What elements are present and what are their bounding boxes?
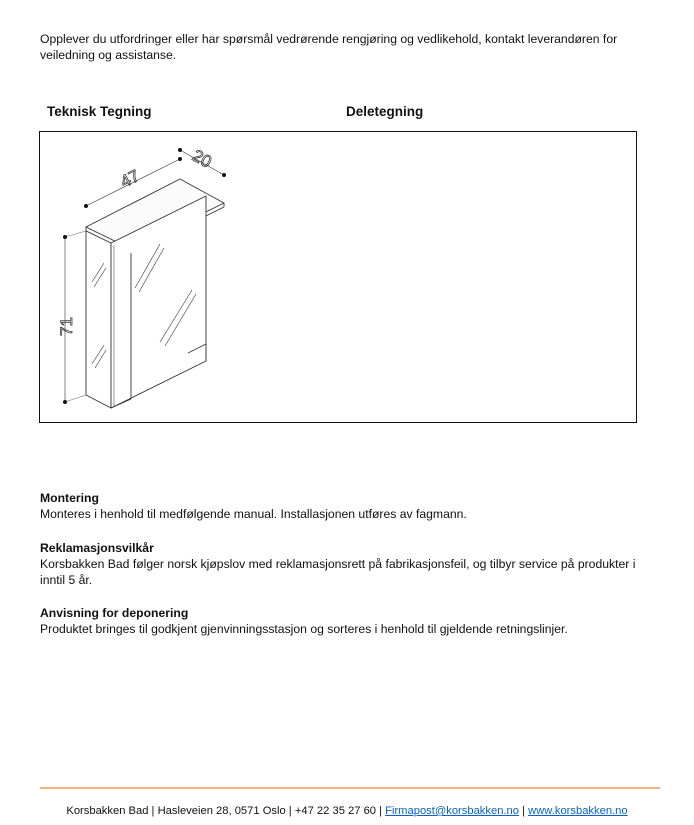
warranty-title: Reklamasjonsvilkår: [40, 541, 154, 555]
footer-separator: |: [285, 805, 295, 817]
footer-separator: |: [148, 805, 158, 817]
cabinet-side: [86, 231, 111, 408]
mounting-title: Montering: [40, 491, 99, 505]
footer-phone: +47 22 35 27 60: [294, 805, 377, 817]
footer: [0, 804, 694, 819]
dimension-width-label: 47: [117, 166, 143, 192]
section-disposal: [40, 605, 650, 637]
technical-drawing-heading: Teknisk Tegning: [47, 104, 152, 119]
intro-paragraph: Opplever du utfordringer eller har spørsmål vedrørende rengjøring og vedlikehold, kontakt leverandøren for veiledning og assistanse.: [40, 32, 618, 62]
disposal-title: Anvisning for deponering: [40, 606, 189, 620]
footer-separator: |: [376, 805, 386, 817]
dimension-height-label: 71: [57, 317, 76, 336]
footer-website-link[interactable]: www.korsbakken.no: [528, 805, 628, 817]
section-warranty: [40, 540, 650, 588]
parts-drawing-heading: Deletegning: [346, 104, 424, 119]
footer-separator: |: [519, 805, 529, 817]
section-mounting: [40, 490, 650, 522]
footer-email-link[interactable]: Firmapost@korsbakken.no: [385, 805, 519, 817]
footer-address: Hasleveien 28, 0571 Oslo: [157, 805, 286, 817]
drawing-frame: [39, 131, 637, 423]
dimension-depth-label: 20: [189, 145, 215, 172]
cabinet-technical-drawing: [40, 132, 638, 424]
warranty-text: Korsbakken Bad følger norsk kjøpslov med reklamasjonsrett på fabrikasjonsfeil, og tilbyr service på produkter i inntil 5 år.: [40, 557, 636, 587]
disposal-text: Produktet bringes til godkjent gjenvinningsstasjon og sorteres i henhold til gjeldende retningslinjer.: [40, 622, 568, 636]
mounting-text: Monteres i henhold til medfølgende manual. Installasjonen utføres av fagmann.: [40, 507, 467, 521]
footer-divider: [40, 787, 660, 789]
footer-company: Korsbakken Bad: [66, 805, 149, 817]
